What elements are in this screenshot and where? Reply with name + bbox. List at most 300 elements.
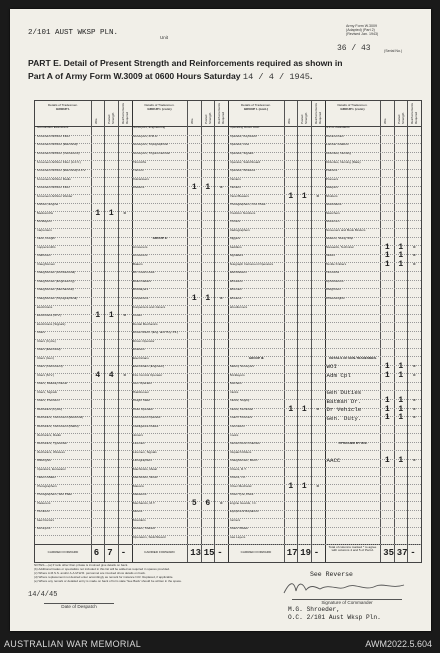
trade-label: Gun Operator bbox=[133, 382, 152, 386]
carried-forward-value: - bbox=[120, 548, 127, 558]
trade-label: Mechanics, Radio bbox=[36, 433, 62, 437]
unit-label: Unit bbox=[160, 35, 169, 40]
trade-label: Driver-Mech. (Eng. and Hvy. Plt.) bbox=[133, 331, 179, 335]
row-rule bbox=[325, 476, 422, 477]
group-label: GROUP I. (cont.) bbox=[340, 106, 365, 111]
carried-forward-value: 15 bbox=[203, 548, 215, 558]
title-date-suffix: . bbox=[309, 71, 313, 81]
strength-value: - bbox=[218, 183, 224, 193]
group-label: GROUP I. bbox=[56, 106, 70, 111]
trade-label: Lithographers bbox=[133, 459, 152, 463]
header-label: Details of Tradesmen. bbox=[47, 103, 79, 107]
trade-label: Gas Layers bbox=[229, 535, 246, 539]
trade-label: Coach Trimmers bbox=[229, 416, 253, 420]
trade-label: Signallers bbox=[229, 254, 244, 258]
column-header-details bbox=[134, 104, 186, 111]
trade-label: Height Taker bbox=[133, 399, 151, 403]
carried-forward-value: 13 bbox=[190, 548, 202, 558]
trade-label: Cooks bbox=[133, 314, 142, 318]
row-rule bbox=[325, 467, 422, 468]
trade-label: Turners bbox=[133, 169, 144, 173]
trade-label: Wiremen bbox=[229, 288, 242, 292]
officer-title: O.C. 2/101 Aust Wksp Pln. bbox=[288, 614, 381, 621]
trade-label: Butchers bbox=[229, 382, 242, 386]
strength-value: 6 bbox=[205, 498, 211, 508]
row-rule bbox=[228, 314, 325, 315]
trade-label: Fitters, Signals bbox=[36, 390, 57, 394]
typed-entry: Gen. Duty. bbox=[326, 414, 362, 422]
trade-label: Operators, Switchboard bbox=[133, 535, 166, 539]
trade-label: Drainers bbox=[133, 348, 145, 352]
trade-label: Photographers, Wet Plate bbox=[36, 493, 72, 497]
row-rule bbox=[132, 228, 229, 229]
row-rule bbox=[325, 518, 422, 519]
carried-forward-value: 7 bbox=[107, 548, 113, 558]
strength-value: - bbox=[411, 404, 417, 414]
trade-label: Sketchers bbox=[326, 211, 340, 215]
strength-value: 4 bbox=[95, 370, 101, 380]
strength-value: - bbox=[411, 370, 417, 380]
trade-label: Hammermen bbox=[326, 134, 344, 138]
trade-label: Nurses, Trained bbox=[133, 527, 155, 531]
trade-label: Saddlers bbox=[229, 245, 242, 249]
trade-label: Driver-Operator bbox=[133, 339, 155, 343]
strength-value: - bbox=[122, 208, 128, 218]
trade-label: Linemen bbox=[133, 442, 145, 446]
trade-label: Sawyers bbox=[326, 186, 338, 190]
strength-value: 1 bbox=[301, 191, 307, 201]
trade-label: Driver Tyre, Plant bbox=[229, 493, 254, 497]
column-header-details bbox=[37, 104, 89, 111]
trade-label: Operator, Signals bbox=[229, 151, 254, 155]
row-rule bbox=[132, 203, 229, 204]
trade-label: Plasterers bbox=[36, 501, 51, 505]
trade-label: Panel Beaters bbox=[229, 194, 249, 198]
trade-label: Operator, Wireless bbox=[229, 169, 256, 173]
trade-label: Clerks bbox=[229, 390, 239, 394]
strength-value: 1 bbox=[288, 481, 294, 491]
trade-label: Telegraph Instrument Operators bbox=[229, 262, 274, 266]
row-rule bbox=[325, 348, 422, 349]
row-rule bbox=[325, 365, 422, 366]
trade-label: Surveyors bbox=[36, 527, 51, 531]
trade-label: Coppersmiths bbox=[36, 245, 56, 249]
trade-label: Machinists, Metal bbox=[133, 467, 157, 471]
header-label: Details of Tradesmen. bbox=[337, 103, 368, 107]
trade-label: Moulders bbox=[133, 518, 146, 522]
notes-block bbox=[34, 564, 274, 584]
group-heading: GROUP II. bbox=[152, 237, 168, 241]
trade-label: Armament Artificer (Instrument) bbox=[36, 151, 80, 155]
column-header-posted: Posted Strength bbox=[396, 112, 405, 124]
trade-label: Stockriders bbox=[326, 203, 342, 207]
row-rule bbox=[325, 544, 422, 545]
carried-forward-value: - bbox=[313, 548, 320, 558]
trade-label: Battery Surveyors bbox=[229, 365, 255, 369]
trade-label: Painters bbox=[229, 177, 241, 181]
trade-label: Woodturners bbox=[229, 305, 248, 309]
trade-label: Storemen bbox=[326, 220, 340, 224]
strength-value: - bbox=[122, 370, 128, 380]
trade-label: Dental Mechanics bbox=[133, 322, 158, 326]
strength-value: - bbox=[411, 242, 417, 252]
trade-label: Surveyors, R.R.A. bbox=[133, 134, 158, 138]
form-ref-line: (Revised Jan. 1943) bbox=[346, 32, 379, 37]
trade-label: Saw Doctors bbox=[36, 518, 55, 522]
trade-label: Clerks, Supply bbox=[229, 399, 250, 403]
row-rule bbox=[228, 322, 325, 323]
strength-value: 1 bbox=[288, 191, 294, 201]
trade-label: Instrument Operator bbox=[133, 416, 161, 420]
strength-value: - bbox=[411, 362, 417, 372]
note-line: NOTES.—(a) If rank other than private is involved give details on back. bbox=[34, 563, 129, 567]
trade-label: Fitters (M.V.) bbox=[36, 373, 55, 377]
strength-value: 1 bbox=[384, 404, 390, 414]
strength-value: 1 bbox=[301, 404, 307, 414]
trade-label: Electricians bbox=[133, 356, 149, 360]
column-header-required: Reinforcements Required bbox=[120, 102, 129, 124]
strength-value: 1 bbox=[384, 456, 390, 466]
trade-label: Carpenters bbox=[36, 228, 52, 232]
trade-label: Surveyors, Trigonometrical bbox=[133, 151, 170, 155]
trade-label: Armament Artificer (Electrical) bbox=[36, 143, 78, 147]
strength-value: 1 bbox=[205, 294, 211, 303]
row-rule bbox=[325, 510, 422, 511]
trade-label: Orderlies, Nursing bbox=[326, 151, 351, 155]
trade-label: Painters bbox=[326, 169, 338, 173]
column-header-posted: Posted Strength bbox=[300, 112, 309, 124]
carried-forward-value: 19 bbox=[300, 548, 312, 558]
row-rule bbox=[325, 425, 422, 426]
trade-label: Armament Artificer Welder bbox=[36, 194, 73, 198]
trade-label: Fire Control Operator bbox=[133, 373, 163, 377]
carried-forward-label: Total of columns marked * to agree with columns 4 and 5 of Part A bbox=[328, 546, 377, 553]
column-header-details bbox=[230, 104, 282, 111]
strength-value: - bbox=[218, 294, 224, 303]
trade-label: Cooks bbox=[229, 433, 239, 437]
form-ref-line: (Adapted) (Part 2) bbox=[346, 28, 375, 33]
strength-value: 1 bbox=[95, 208, 101, 218]
trade-label: Draughtsmen (Architectural) bbox=[36, 271, 76, 275]
trade-label: Fitters (Instrument) bbox=[36, 365, 63, 369]
trade-label: Equipment Repairers bbox=[229, 510, 259, 514]
serial-label: (Serial No.) bbox=[384, 49, 403, 53]
trade-label: Fitters, Railway Diesel bbox=[36, 382, 68, 386]
note-line: (c) Where A.M.S.S. and/or A.A.M.W.R. personnel are involved show details on back. bbox=[34, 570, 146, 575]
trade-label: Blr. Cook's Asst. bbox=[133, 271, 156, 275]
strength-value: 1 bbox=[384, 413, 390, 423]
trade-label: Pioneers bbox=[326, 177, 339, 181]
trade-label: Pattern Maker bbox=[36, 476, 56, 480]
trade-label: Fitters (Gun) bbox=[36, 356, 54, 360]
trade-label: Clerk, Freight bbox=[36, 237, 56, 241]
row-rule bbox=[325, 535, 422, 536]
trade-label: Wall Raisers bbox=[229, 271, 247, 275]
trade-label: Electricians (M.V.) bbox=[36, 314, 62, 318]
row-rule bbox=[325, 339, 422, 340]
trade-label: Armament Artificer Fitter (A.F.V.) bbox=[36, 160, 81, 164]
unit-typed: 2/101 AUST WKSP PLN. bbox=[28, 29, 119, 37]
strength-value: - bbox=[411, 456, 417, 466]
form-title-line-2 bbox=[28, 71, 424, 82]
trade-label: Joiners bbox=[133, 433, 143, 437]
note-line: (d) Where replacement not desired enter accordingly as remark for instance N.R. Replaced, if applicable. bbox=[34, 574, 174, 579]
row-rule bbox=[132, 194, 229, 195]
strength-value: 1 bbox=[95, 311, 101, 321]
serial-number: 36 / 43 bbox=[337, 44, 371, 53]
trade-label: Intelligence Duties bbox=[133, 424, 159, 428]
signature-label: Signature of Commander bbox=[292, 599, 402, 605]
strength-value: 1 bbox=[384, 251, 390, 261]
column-header-required: Reinforcements Required bbox=[217, 102, 226, 124]
trade-label: Photographers, Ord. Plate bbox=[229, 203, 266, 207]
strength-value: - bbox=[411, 251, 417, 261]
strength-value: 1 bbox=[384, 362, 390, 372]
trade-label: Riggers bbox=[229, 237, 241, 241]
form-sheet bbox=[10, 9, 431, 631]
trade-label: Hairdresser bbox=[133, 390, 149, 394]
trade-label: Wheelwrights bbox=[326, 297, 345, 300]
strength-value: 1 bbox=[288, 404, 294, 414]
row-rule bbox=[325, 322, 422, 323]
carried-forward-value: 35 bbox=[383, 548, 395, 558]
trade-label: Draughtsmen (Mechanical) bbox=[36, 288, 74, 292]
trade-label: Clerks, Technical bbox=[229, 407, 253, 411]
carried-forward-value: 37 bbox=[396, 548, 408, 558]
strength-value: 1 bbox=[191, 294, 197, 303]
group-heading: ATTACHED BY W.E. bbox=[338, 442, 368, 446]
trade-label: Bricklayers bbox=[133, 288, 149, 292]
column-header-we: W.E. bbox=[286, 117, 291, 124]
strength-value: 5 bbox=[191, 498, 197, 508]
row-rule bbox=[35, 535, 132, 536]
trade-label: Welders bbox=[133, 186, 145, 190]
trade-label: Tinsmiths bbox=[133, 160, 147, 164]
row-rule bbox=[228, 544, 325, 545]
row-rule bbox=[325, 484, 422, 485]
trade-label: Bricklayers bbox=[229, 373, 245, 377]
trade-label: Artificer, Engine bbox=[36, 203, 59, 207]
trade-label: Drivers, R.T. bbox=[229, 467, 247, 471]
trade-label: Blacksmiths bbox=[36, 211, 54, 215]
group-label: GROUP I. (cont.) bbox=[243, 106, 269, 111]
strength-value: 1 bbox=[398, 259, 404, 269]
trade-label: Draughtsmen bbox=[36, 262, 56, 266]
trade-label: Stokers, Slung Ship bbox=[326, 237, 354, 241]
trade-label: Bricklayers bbox=[36, 220, 52, 224]
trade-label: Miners bbox=[133, 510, 143, 514]
carried-forward-value: - bbox=[217, 548, 223, 558]
trade-label: Tinsmiths bbox=[326, 271, 340, 275]
strength-value: 1 bbox=[398, 370, 404, 380]
trade-label: Fitters (Electrical) bbox=[36, 348, 61, 352]
title-date: 14 / 4 / 1945 bbox=[242, 72, 310, 82]
typed-entry: Dr Vehicle bbox=[326, 406, 362, 414]
archive-name: AUSTRALIAN WAR MEMORIAL bbox=[4, 639, 142, 649]
trade-label: Machinists, Wood bbox=[133, 476, 158, 480]
group-label: GROUP I. (cont.) bbox=[147, 106, 172, 111]
despatch-date: 14/4/45 bbox=[28, 591, 58, 599]
strength-value: - bbox=[315, 404, 321, 414]
see-reverse: See Reverse bbox=[310, 571, 353, 578]
trade-label: Orderlies, Nursing (Male) bbox=[326, 160, 361, 164]
trade-label: Drivers, I.C. bbox=[229, 476, 246, 480]
trade-label: Mechanics, Instrument (Electrical) bbox=[36, 416, 84, 420]
carried-forward-value: - bbox=[410, 548, 416, 558]
row-rule bbox=[325, 314, 422, 315]
strength-value: - bbox=[411, 396, 417, 406]
strength-value: 1 bbox=[398, 413, 404, 423]
strength-value: 1 bbox=[398, 396, 404, 406]
trade-label: Printers bbox=[229, 220, 241, 224]
trade-label: Ammunition Examiners bbox=[36, 126, 69, 130]
carried-forward-label: CARRIED FORWARD bbox=[240, 551, 272, 554]
trade-label: Mechanics, Instrument (Radio) bbox=[36, 424, 79, 428]
strength-value: 1 bbox=[108, 311, 114, 321]
trade-label: Armament Artificer Radio bbox=[36, 177, 71, 181]
row-rule bbox=[325, 493, 422, 494]
trade-label: Armament Artificer (Electrical) A.F.V. bbox=[36, 169, 87, 173]
trade-label: Operator, Line bbox=[229, 143, 250, 147]
trade-label: Fitters, Precision bbox=[36, 399, 60, 403]
strength-value: - bbox=[411, 413, 417, 423]
trade-label: Operator, Switchboard bbox=[229, 160, 261, 164]
trade-label: Electricians bbox=[36, 305, 53, 309]
strength-value: 1 bbox=[108, 208, 114, 218]
archive-footer bbox=[0, 637, 440, 653]
trade-label: Operators, Excavator bbox=[36, 467, 66, 471]
trade-label: Lumber Graders bbox=[326, 143, 349, 147]
carried-forward-label: CARRIED FORWARD bbox=[47, 551, 79, 554]
trade-label: Tailors bbox=[326, 254, 335, 258]
trade-label: Masseurs bbox=[133, 493, 147, 497]
form-reference bbox=[346, 24, 426, 37]
row-rule bbox=[228, 331, 325, 332]
strength-value: - bbox=[218, 498, 224, 508]
trade-label: Linemen, Signals bbox=[133, 450, 157, 454]
column-header-required: Reinforcements Required bbox=[313, 102, 322, 124]
typed-entry: AACC bbox=[326, 457, 341, 465]
trade-label: Draughtsmen (Topographical) bbox=[36, 297, 78, 300]
strength-value: 1 bbox=[205, 183, 211, 193]
carried-forward-value: 17 bbox=[286, 548, 298, 558]
strength-value: - bbox=[122, 311, 128, 321]
strength-value: 1 bbox=[384, 396, 390, 406]
trade-label: Armament Artificer Fitter bbox=[36, 134, 70, 138]
note-line: (b) Additional trades or specialists not included in this list will be added as required in spaces provided. bbox=[34, 566, 170, 571]
typed-entry: WOI bbox=[326, 363, 337, 371]
form-title-line-1: PART E. Detail of Present Strength and Reinforcements required as shown in bbox=[28, 58, 343, 68]
trade-label: Predictor Numbers bbox=[229, 211, 256, 215]
trade-label: Mechanics, Wireless bbox=[36, 450, 65, 454]
row-rule bbox=[132, 220, 229, 221]
strength-value: 1 bbox=[384, 370, 390, 380]
trade-label: Radiographers bbox=[229, 228, 250, 232]
despatch-date-label: Date of Despatch bbox=[44, 603, 114, 609]
header-label: Details of Tradesmen. bbox=[144, 103, 175, 107]
trade-label: Upholsterers bbox=[326, 279, 344, 283]
trade-label: Draughtsmen (Engineering) bbox=[36, 279, 75, 283]
trade-label: Stewards, Technical bbox=[326, 245, 354, 249]
trade-label: Shutters bbox=[326, 194, 338, 198]
trade-label: Dispatch Riders bbox=[229, 450, 252, 454]
trade-label: Millwrights bbox=[36, 459, 51, 463]
trade-label: Armourers bbox=[133, 245, 148, 249]
trade-label: Wireless bbox=[229, 297, 242, 300]
carried-forward-label: CARRIED FORWARD bbox=[144, 551, 175, 554]
trade-label: Electricians (Signals) bbox=[36, 322, 66, 326]
column-header-required: Reinforcements Required bbox=[410, 102, 419, 124]
strength-value: 1 bbox=[301, 481, 307, 491]
row-rule bbox=[325, 433, 422, 434]
trade-label: Armourers bbox=[133, 254, 148, 258]
title-prefix: Part A of Army Form W.3009 at 0600 Hours Saturday bbox=[28, 71, 241, 81]
strength-value: 1 bbox=[398, 362, 404, 372]
trade-label: Concreters bbox=[229, 424, 245, 428]
strength-value: 4 bbox=[108, 370, 114, 380]
strength-value: 1 bbox=[398, 251, 404, 261]
typed-entry: Gen Duties bbox=[326, 389, 362, 397]
trade-label: Textile Knitters bbox=[326, 262, 347, 266]
trade-label: S.P.G. Assistants bbox=[326, 126, 350, 130]
row-rule bbox=[325, 527, 422, 528]
typed-entry: Adm Cpl bbox=[326, 371, 351, 379]
trade-label: Mechanics (Cycle) bbox=[36, 407, 62, 411]
trade-label: Surveyors, Engineering bbox=[133, 126, 166, 130]
strength-value: - bbox=[315, 481, 321, 491]
column-header-details bbox=[327, 104, 379, 111]
column-header-we: W.E. bbox=[93, 117, 98, 124]
trade-label: Boilermakers bbox=[133, 279, 152, 283]
row-rule bbox=[325, 450, 422, 451]
strength-value: 1 bbox=[384, 259, 390, 269]
trade-label: Mechanics, M.T. bbox=[133, 501, 156, 505]
note-line: (e) Where any remark or detailed entry is made on back of form state 'See Back' should be written in the space. bbox=[34, 578, 182, 583]
row-rule bbox=[132, 211, 229, 212]
strength-value: 1 bbox=[384, 242, 390, 252]
trade-label: Photographers bbox=[36, 484, 57, 488]
trade-label: Fitters bbox=[36, 331, 46, 335]
trade-label: Operating Room Asst. bbox=[229, 126, 260, 130]
column-header-we: W.E. bbox=[190, 117, 195, 124]
strength-value: - bbox=[315, 191, 321, 201]
trade-label: Wheelers bbox=[229, 279, 243, 283]
trade-label: Fitters (Cycle) bbox=[36, 339, 56, 343]
trade-label: Surveyors, Topographical bbox=[133, 143, 168, 147]
group-heading: DETAILS OF NON-TRADESMEN. bbox=[329, 356, 377, 360]
strength-table bbox=[34, 100, 422, 563]
trade-label: Masons bbox=[133, 484, 144, 488]
trade-label: Weighmen bbox=[326, 288, 341, 292]
trade-label: Mechanics, Typewriter bbox=[36, 442, 68, 446]
column-header-we: W.E. bbox=[383, 117, 388, 124]
trade-label: Driver Mechanic bbox=[229, 484, 252, 488]
row-rule bbox=[325, 382, 422, 383]
row-rule bbox=[325, 331, 422, 332]
trade-label: Draftsmen bbox=[36, 254, 51, 258]
row-rule bbox=[325, 305, 422, 306]
column-header-posted: Posted Strength bbox=[203, 112, 212, 124]
trade-label: Carpenters and Joiners bbox=[133, 305, 166, 309]
trade-label: Vulcanisers bbox=[133, 177, 149, 181]
trade-label: Dental Clerk Orderlies bbox=[229, 442, 260, 446]
trade-label: Carpenters bbox=[133, 297, 149, 300]
trade-label: Plumbers bbox=[36, 510, 50, 514]
trade-label: Draughtsmen, Mech. bbox=[229, 459, 259, 463]
row-rule bbox=[228, 348, 325, 349]
trade-label: Electricians (Engineer) bbox=[133, 365, 165, 369]
typed-entry: Batman Dr. bbox=[326, 397, 362, 405]
